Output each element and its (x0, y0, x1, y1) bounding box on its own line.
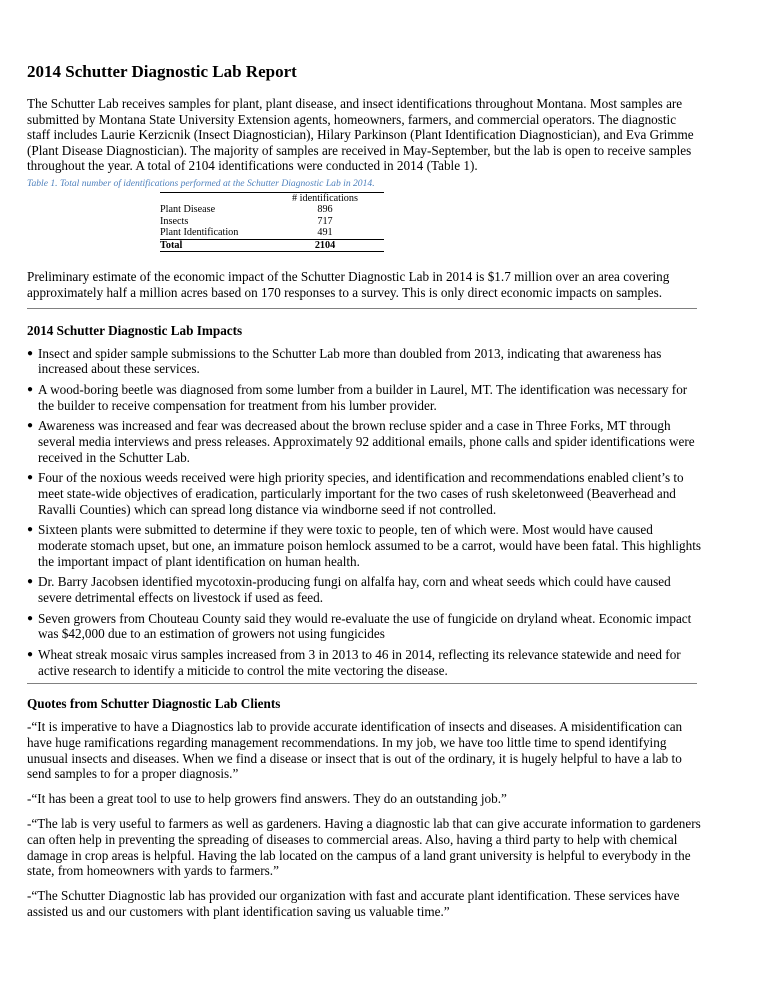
bullet-icon: ● (27, 576, 34, 588)
list-item (27, 611, 702, 642)
report-title: 2014 Schutter Diagnostic Lab Report (27, 62, 297, 81)
table-row (160, 227, 384, 239)
bullet-icon: ● (27, 649, 34, 661)
bullet-icon: ● (27, 524, 34, 536)
client-quote: -“The lab is very useful to farmers as well as gardeners. Having a diagnostic lab that can give accurate information to gardeners can often help in preventing the spreading of diseases to commercial areas. Also, having a third party to help with chemical damage in crop areas is helpful. Having the lab located on the campus of a land grant university is helpful to everybody in the state, from homeowners with yards to farmers.” (27, 816, 701, 879)
list-item (27, 647, 702, 678)
client-quote: -“It has been a great tool to use to help growers find answers. They do an outstanding job.” (27, 791, 507, 807)
bullet-icon: ● (27, 384, 34, 396)
total-value: 2104 (314, 239, 336, 251)
economic-estimate-paragraph: Preliminary estimate of the economic impact of the Schutter Diagnostic Lab in 2014 is $1.7 million over an area covering approximately half a million acres based on 170 responses to a survey. This is only direct economic impacts on samples. (27, 269, 670, 301)
list-item-text: Seven growers from Chouteau County said they would re-evaluate the use of fungicide on dryland wheat. Economic impact was $42,000 due to an estimation of growers not using fungicides (38, 610, 692, 642)
table-header-identifications: # identifications (292, 192, 358, 204)
list-item (27, 470, 702, 517)
table-header-row (160, 192, 384, 204)
list-item (27, 522, 702, 569)
table-header-blank (160, 192, 266, 204)
report-page (27, 62, 702, 929)
list-item-text: Insect and spider sample submissions to the Schutter Lab more than doubled from 2013, indicating that awareness has increased about these services. (38, 345, 662, 377)
row-label: Plant Disease (160, 204, 216, 216)
quotes-heading: Quotes from Schutter Diagnostic Lab Clients (27, 696, 281, 712)
list-item (27, 382, 702, 413)
list-item-text: Awareness was increased and fear was decreased about the brown recluse spider and a case in Three Forks, MT through several media interviews and press releases. Approximately 92 additional emails, phone calls and spider identifications were received in the Schutter Lab. (38, 418, 695, 465)
list-item-text: Dr. Barry Jacobsen identified mycotoxin-producing fungi on alfalfa hay, corn and wheat seeds which could have caused severe detrimental effects on livestock if used as feed. (38, 574, 671, 605)
intro-paragraph: The Schutter Lab receives samples for plant, plant disease, and insect identifications throughout Montana. Most samples are submitted by Montana State University Extension agents, homeowners, farmers, and commercial operators. The diagnostic staff includes Laurie Kerzicnik (Insect Diagnostician), Hilary Parkinson (Plant Identification Diagnostician), and Eva Grimme (Plant Disease Diagnostician). The majority of samples are received in May-September, but the lab is open to receive samples throughout the year. A total of 2104 identifications were conducted in 2014 (Table 1). (27, 96, 694, 174)
list-item (27, 418, 702, 465)
table-row (160, 216, 384, 228)
bullet-icon: ● (27, 612, 34, 624)
client-quote: -“The Schutter Diagnostic lab has provided our organization with fast and accurate plant identification. These services have assisted us and our customers with plant identification saving us valuable time.” (27, 888, 680, 919)
quotes-section (27, 696, 702, 919)
row-value: 896 (317, 204, 333, 216)
total-label: Total (160, 239, 183, 251)
bullet-icon: ● (27, 420, 34, 432)
client-quote: -“It is imperative to have a Diagnostics lab to provide accurate identification of insects and diseases. A misidentification can have huge ramifications regarding management recommendations. In my job, we have too little time to spend identifying unusual insects and diseases. When we find a disease or insect that is out of the ordinary, it is hugely helpful to have a lab to send samples to for a proper diagnosis.” (27, 719, 683, 782)
table-caption: Table 1. Total number of identifications performed at the Schutter Diagnostic Lab in 2014. (27, 177, 375, 189)
list-item-text: Four of the noxious weeds received were high priority species, and identification and recommendations enabled client’s to meet state-wide objectives of eradication, particularly important for the two cases of rush skeletonweed (Beaverhead and Ravalli Counties) which can spread long distance via windborne seed if not controlled. (38, 470, 684, 517)
row-value: 717 (317, 215, 333, 227)
list-item-text: Wheat streak mosaic virus samples increased from 3 in 2013 to 46 in 2014, reflecting its relevance statewide and need for active research to identify a miticide to control the mite vectoring the disease. (38, 647, 681, 678)
list-item-text: A wood-boring beetle was diagnosed from some lumber from a builder in Laurel, MT. The identification was necessary for the builder to receive compensation for treatment from his lumber provider. (38, 382, 688, 413)
row-label: Insects (160, 215, 189, 227)
impacts-list (27, 346, 702, 679)
identifications-table (160, 192, 384, 253)
list-item-text: Sixteen plants were submitted to determine if they were toxic to people, ten of which were. Most would have caused moderate stomach upset, but one, an immature poison hemlock assumed to be a carrot, would have been fatal. This highlights the important impact of plant identification on human health. (38, 522, 701, 569)
row-label: Plant Identification (160, 227, 239, 239)
list-item (27, 346, 702, 377)
bullet-icon: ● (27, 347, 34, 359)
list-item (27, 574, 702, 605)
impacts-heading: 2014 Schutter Diagnostic Lab Impacts (27, 322, 243, 338)
table-total-row (160, 239, 384, 252)
section-divider (27, 308, 697, 309)
row-value: 491 (317, 227, 333, 239)
table-row (160, 204, 384, 216)
bullet-icon: ● (27, 472, 34, 484)
section-divider (27, 683, 697, 684)
